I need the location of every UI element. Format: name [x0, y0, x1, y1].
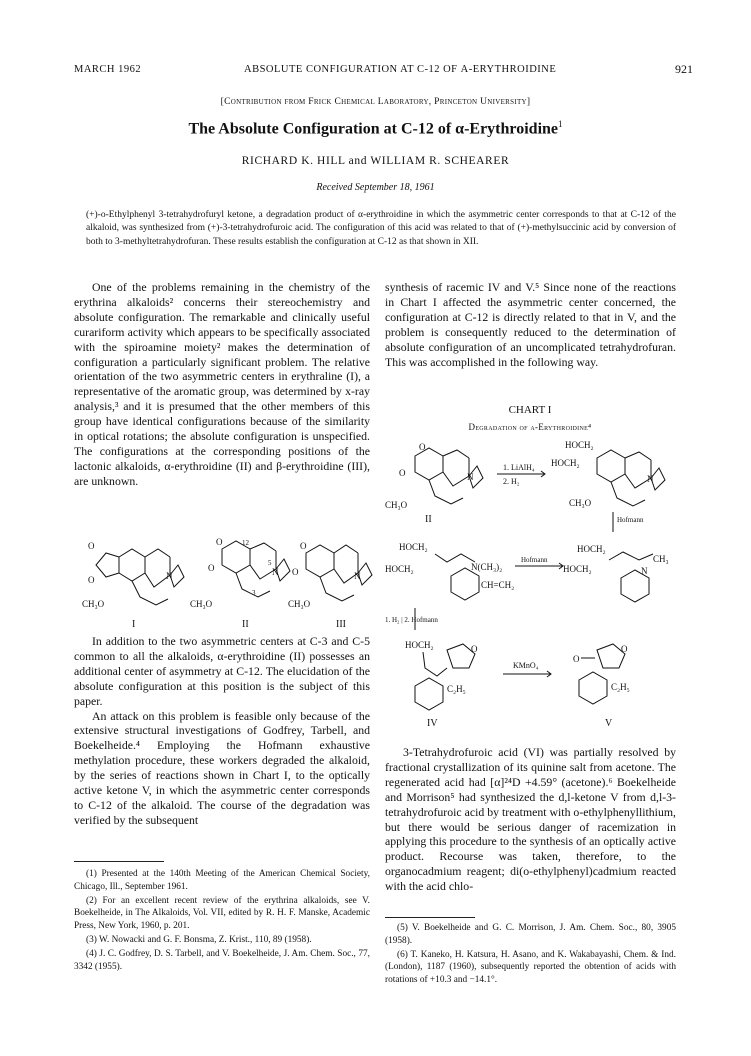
running-header-date: MARCH 1962 [74, 64, 142, 75]
position-number: 5 [268, 559, 272, 567]
footnotes-left [74, 868, 370, 974]
oxygen-label: O [471, 644, 478, 654]
authors: RICHARD K. HILL and WILLIAM R. SCHEARER [241, 155, 510, 167]
article-title [0, 119, 751, 138]
oxygen-label: O [300, 541, 307, 551]
oxygen-label: O [419, 442, 426, 452]
nitrogen-label: N [166, 571, 173, 581]
oxygen-label: O [292, 567, 299, 577]
oxygen-label: O [399, 468, 406, 478]
scheme-compound-ii [385, 442, 483, 525]
scheme-second-methine [563, 544, 669, 602]
abstract: (+)-o-Ethylphenyl 3-tetrahydrofuryl ketone, a degradation product of α-erythroidine in which the asymmetric center corresponds to that at C-12 of the alkaloid, was synthesized from (+)-3-tetrahydrofuroic acid. The configuration of this acid was related to that of (+)-methylsuccinic acid by conversion of both to 3-methyltetrahydrofuran. These results establish the configuration at C-12 as that shown in XII. [86, 210, 676, 247]
compound-label-v: V [605, 718, 613, 729]
page-number: 921 [675, 62, 693, 76]
compound-label-ii: II [425, 514, 432, 525]
structure-iii [288, 541, 372, 630]
structure-label-iii: III [336, 619, 346, 630]
methoxy-label: CH₃O [569, 498, 592, 508]
nitrogen-label: N [467, 472, 474, 482]
right-column-bottom [385, 745, 676, 894]
oxygen-label: O [208, 563, 215, 573]
hydroxymethyl-label: HOCH₂ [385, 564, 414, 574]
reagent-label: Hofmann [617, 516, 644, 524]
footnote: (2) For an excellent recent review of the erythrina alkaloids, see V. Boekelheide, in The Alkaloids, Vol. VII, edited by R. H. F. Manske, Academic Press, New York, 1960, p. 201. [74, 895, 370, 932]
hydroxymethyl-label: HOCH₂ [563, 564, 592, 574]
nitrogen-label: N [272, 567, 279, 577]
footnote: (3) W. Nowacki and G. F. Bonsma, Z. Krist., 110, 89 (1958). [86, 934, 312, 945]
running-header-title: ABSOLUTE CONFIGURATION AT C-12 OF Α-ERYTHROIDINE [244, 64, 557, 75]
footnotes-right [385, 922, 676, 988]
oxygen-label: O [621, 644, 628, 654]
hydroxymethyl-label: HOCH₂ [577, 544, 606, 554]
methoxy-label: CH₃O [82, 599, 105, 609]
title-footnote-mark: 1 [558, 119, 563, 129]
ethyl-label: C₂H₅ [611, 682, 630, 692]
article-title-text: The Absolute Configuration at C-12 of α-Erythroidine [188, 120, 559, 138]
nitrogen-label: N [354, 571, 361, 581]
reagent-label: Hofmann [521, 556, 548, 564]
hydroxymethyl-label: HOCH₂ [565, 440, 594, 450]
contribution-line: [Contribution from Frick Chemical Laboratory, Princeton University] [220, 97, 531, 107]
oxygen-label: O [573, 654, 580, 664]
nitrogen-label: N [647, 474, 654, 484]
position-number: 12 [242, 539, 249, 547]
methoxy-label: CH₃O [288, 599, 311, 609]
ethyl-label: C₂H₅ [447, 684, 466, 694]
position-number: 3 [252, 589, 256, 597]
reagent-label: KMnO₄ [513, 661, 539, 670]
methyl-label: CH₃ [653, 554, 669, 564]
scheme-methine [385, 542, 514, 600]
footnote: (5) V. Boekelheide and G. C. Morrison, J. Am. Chem. Soc., 80, 3905 (1958). [385, 923, 676, 946]
footnote-rule [385, 917, 475, 918]
scheme-diol [551, 440, 665, 508]
structure-label-ii: II [242, 619, 249, 630]
reagent-label: 2. H₂ [503, 477, 520, 486]
hydroxymethyl-label: HOCH₂ [405, 640, 434, 650]
structure-label-i: I [132, 619, 136, 630]
footnote: (4) J. C. Godfrey, D. S. Tarbell, and V. Boekelheide, J. Am. Chem. Soc., 77, 3342 (1955). [74, 948, 370, 972]
chart-i-scheme [385, 436, 676, 736]
compound-label-iv: IV [427, 718, 438, 729]
methoxy-label: CH₃O [190, 599, 213, 609]
paragraph: synthesis of racemic IV and V.⁵ Since none of the reactions in Chart I affected the asymmetric center concerned, the configuration at C-12 is directly related to that in V, and the problem is consequently reduced to the determination of absolute configuration of an uncomplicated tetrahydrofuran. This was accomplished in the following way. [385, 280, 676, 369]
structures-i-ii-iii [74, 535, 374, 630]
structure-i [82, 541, 184, 630]
chart-title: CHART I [508, 404, 552, 416]
reagent-label: 1. H₂ | 2. Hofmann [385, 616, 438, 624]
oxygen-label: O [88, 575, 95, 585]
vinyl-label: CH=CH₂ [481, 580, 515, 590]
left-column-bottom [74, 634, 370, 828]
paragraph: In addition to the two asymmetric centers at C-3 and C-5 common to all the alkaloids, α-erythroidine (II) possesses an additional center of asymmetry at C-12. The elucidation of the absolute configuration at this position is the subject of this paper. [74, 634, 370, 708]
right-column-top [385, 280, 676, 369]
paragraph: One of the problems remaining in the chemistry of the erythrina alkaloids² concerns their stereochemistry and absolute configuration. The remarkable and clinically useful curariform activity which appears to be specifically associated with the spiroamine moiety² makes the determination of configuration a particularly significant problem. The relative orientation of the two asymmetric centers in erythraline (I), a representative of the aromatic group, was determined by x-ray analysis,³ and it is presumed that the other members of this group have identical configurations because of the similarity in optical rotations; the absolute configuration is unspecified. The configurations at the corresponding positions of the lactonic alkaloids, α-erythroidine (II) and β-erythroidine (III), are unknown. [74, 280, 370, 488]
oxygen-label: O [88, 541, 95, 551]
reagent-label: 1. LiAlH₄ [503, 463, 535, 472]
left-column-top [74, 280, 370, 489]
footnote-rule [74, 861, 164, 862]
oxygen-label: O [216, 537, 223, 547]
footnote: (1) Presented at the 140th Meeting of the American Chemical Society, Chicago, Ill., September 1961. [74, 869, 370, 892]
structure-ii [190, 537, 290, 630]
paragraph: 3-Tetrahydrofuroic acid (VI) was partially resolved by fractional crystallization of its quinine salt from acetone. The regenerated acid had [α]²⁴D +4.59° (acetone).⁶ Boekelheide and Morrison⁵ had synthesized the d,l-ketone V from d,l-3-tetrahydrofuroic acid by treatment with o-ethylphenyllithium, but there would be serious danger of racemization in applying this procedure to the synthesis of an optically active product. Recourse was taken, therefore, to the organocadmium reagent; di(o-ethylphenyl)cadmium reacted with the acid chlo- [385, 745, 676, 894]
footnote: (6) T. Kaneko, H. Katsura, H. Asano, and K. Wakabayashi, Chem. & Ind. (London), 1187 (1960), subsequently reported the obtention of acids with rotations of +10.3 and −14.1°. [385, 949, 676, 986]
scheme-compound-iv [405, 640, 478, 729]
scheme-compound-v [573, 644, 630, 729]
nitrogen-label: N [641, 566, 648, 576]
chart-subtitle: Degradation of α-Erythroidine⁴ [468, 422, 592, 432]
hydroxymethyl-label: HOCH₂ [551, 458, 580, 468]
hydroxymethyl-label: HOCH₂ [399, 542, 428, 552]
paragraph: An attack on this problem is feasible only because of the extensive structural investigations of Godfrey, Tarbell, and Boekelheide.⁴ Employing the Hofmann exhaustive methylation procedure, these workers degraded the alkaloid, by the series of reactions shown in Chart I, to the optically active ketone V, in which the asymmetric center corresponds to C-12 of the alkaloid. The course of the degradation was verified by the subsequent [74, 708, 370, 827]
dimethylamino-label: N(CH₃)₂ [471, 562, 503, 572]
received-date: Received September 18, 1961 [316, 182, 435, 193]
methoxy-label: CH₃O [385, 500, 408, 510]
